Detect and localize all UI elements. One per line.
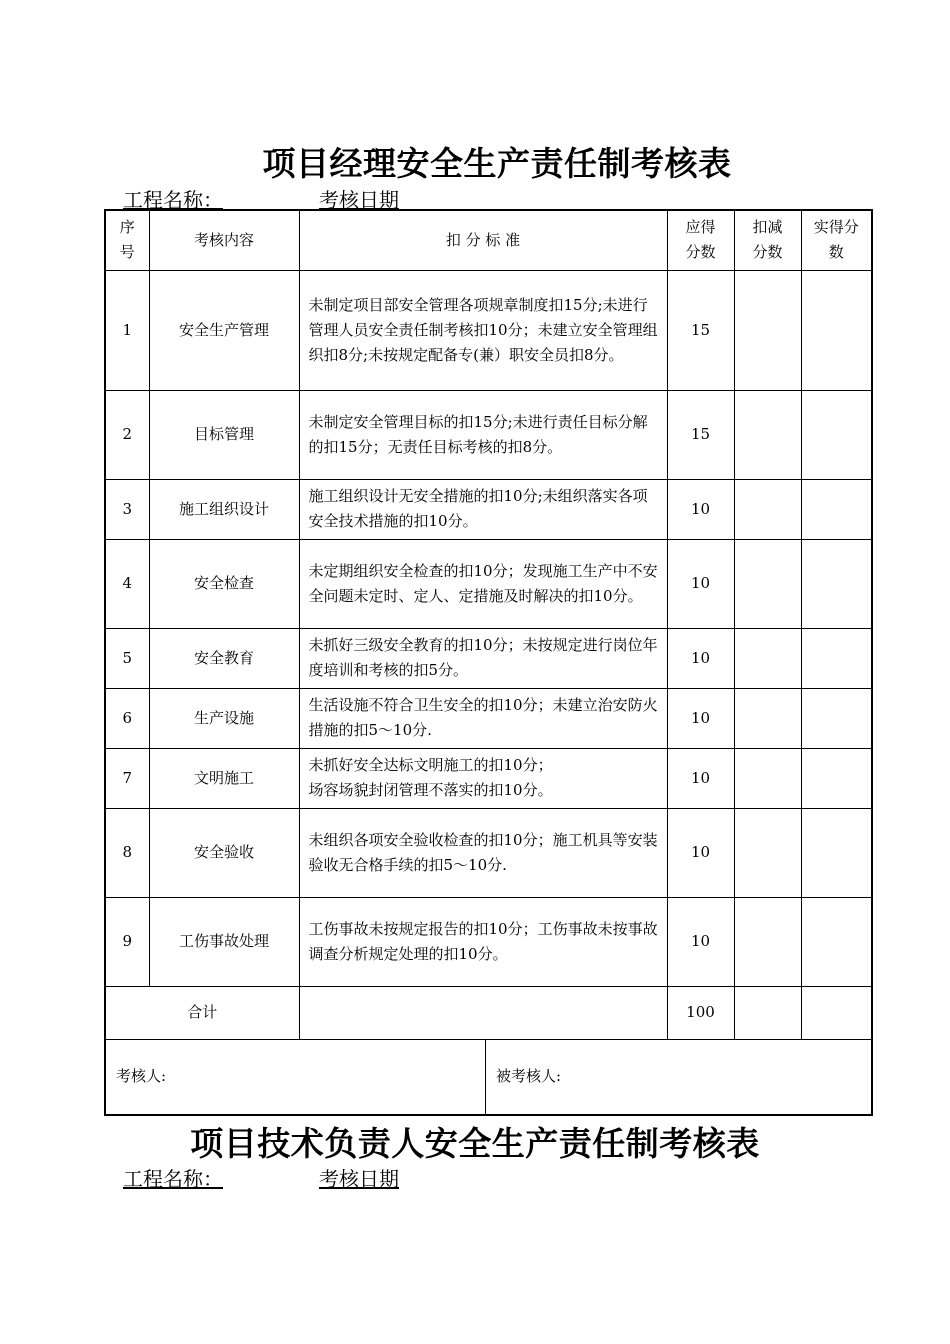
row-seq: 9	[105, 897, 149, 986]
row-criteria: 未制定安全管理目标的扣15分;未进行责任目标分解的扣15分；无责任目标考核的扣8分。	[299, 390, 667, 479]
assessee-field[interactable]	[486, 1040, 871, 1114]
header-due-score: 应得分数	[667, 210, 734, 270]
row-content: 施工组织设计	[149, 479, 299, 539]
row-deducted-score[interactable]	[734, 479, 801, 539]
table-row	[105, 897, 872, 986]
table-header-row	[105, 210, 872, 270]
page-title: 项目经理安全生产责任制考核表	[262, 144, 732, 183]
table-row	[105, 688, 872, 748]
row-seq: 4	[105, 539, 149, 628]
row-content: 安全检查	[149, 539, 299, 628]
row-deducted-score[interactable]	[734, 390, 801, 479]
assessor-field[interactable]	[106, 1040, 486, 1114]
row-criteria: 工伤事故未按规定报告的扣10分；工伤事故未按事故调查分析规定处理的扣10分。	[299, 897, 667, 986]
table-row	[105, 479, 872, 539]
row-criteria: 未制定项目部安全管理各项规章制度扣15分;未进行管理人员安全责任制考核扣10分；未建立安全管理组织扣8分;未按规定配备专(兼）职安全员扣8分。	[299, 270, 667, 390]
row-content: 文明施工	[149, 748, 299, 808]
header-seq: 序号	[105, 210, 149, 270]
row-content: 生产设施	[149, 688, 299, 748]
table-row	[105, 539, 872, 628]
row-deducted-score[interactable]	[734, 808, 801, 897]
row-actual-score[interactable]	[801, 539, 872, 628]
row-actual-score[interactable]	[801, 479, 872, 539]
row-content: 目标管理	[149, 390, 299, 479]
row-seq: 7	[105, 748, 149, 808]
row-due-score: 10	[667, 897, 734, 986]
row-seq: 1	[105, 270, 149, 390]
row-actual-score[interactable]	[801, 748, 872, 808]
row-due-score: 10	[667, 539, 734, 628]
total-criteria	[299, 986, 667, 1039]
signature-row	[105, 1039, 872, 1115]
assessment-table	[104, 209, 873, 1116]
row-due-score: 15	[667, 390, 734, 479]
row-deducted-score[interactable]	[734, 897, 801, 986]
next-page-title: 项目技术负责人安全生产责任制考核表	[190, 1124, 760, 1163]
row-actual-score[interactable]	[801, 808, 872, 897]
row-content: 安全验收	[149, 808, 299, 897]
row-due-score: 10	[667, 808, 734, 897]
row-seq: 5	[105, 628, 149, 688]
table-row	[105, 390, 872, 479]
row-criteria: 未抓好安全达标文明施工的扣10分； 场容场貌封闭管理不落实的扣10分。	[299, 748, 667, 808]
header-criteria: 扣 分 标 准	[299, 210, 667, 270]
row-deducted-score[interactable]	[734, 628, 801, 688]
row-criteria: 未组织各项安全验收检查的扣10分；施工机具等安装验收无合格手续的扣5～10分.	[299, 808, 667, 897]
total-actual-score[interactable]	[801, 986, 872, 1039]
next-project-info-line	[123, 1163, 399, 1192]
row-due-score: 10	[667, 748, 734, 808]
header-actual-score: 实得分数	[801, 210, 872, 270]
table-row	[105, 748, 872, 808]
next-project-name-label: 工程名称：	[123, 1167, 223, 1191]
total-deducted-score[interactable]	[734, 986, 801, 1039]
row-due-score: 15	[667, 270, 734, 390]
row-deducted-score[interactable]	[734, 270, 801, 390]
row-content: 工伤事故处理	[149, 897, 299, 986]
row-criteria: 生活设施不符合卫生安全的扣10分；未建立治安防火措施的扣5～10分.	[299, 688, 667, 748]
row-seq: 2	[105, 390, 149, 479]
row-deducted-score[interactable]	[734, 748, 801, 808]
row-criteria: 未抓好三级安全教育的扣10分；未按规定进行岗位年度培训和考核的扣5分。	[299, 628, 667, 688]
row-actual-score[interactable]	[801, 628, 872, 688]
signature-area	[106, 1040, 871, 1114]
total-row	[105, 986, 872, 1039]
row-seq: 8	[105, 808, 149, 897]
total-due-score: 100	[667, 986, 734, 1039]
row-content: 安全生产管理	[149, 270, 299, 390]
assessor-label: 考核人:	[116, 1067, 167, 1085]
table-row	[105, 270, 872, 390]
header-deducted-score: 扣减分数	[734, 210, 801, 270]
row-content: 安全教育	[149, 628, 299, 688]
assessment-date-label: 考核日期	[319, 188, 399, 212]
row-due-score: 10	[667, 688, 734, 748]
assessee-label: 被考核人:	[496, 1067, 562, 1085]
header-content: 考核内容	[149, 210, 299, 270]
row-due-score: 10	[667, 479, 734, 539]
row-seq: 6	[105, 688, 149, 748]
row-due-score: 10	[667, 628, 734, 688]
row-criteria: 未定期组织安全检查的扣10分；发现施工生产中不安全问题未定时、定人、定措施及时解决的扣10分。	[299, 539, 667, 628]
table-row	[105, 628, 872, 688]
row-deducted-score[interactable]	[734, 539, 801, 628]
total-label: 合计	[105, 986, 299, 1039]
next-assessment-date-label: 考核日期	[319, 1167, 399, 1191]
project-name-label: 工程名称：	[123, 188, 223, 212]
row-actual-score[interactable]	[801, 390, 872, 479]
row-deducted-score[interactable]	[734, 688, 801, 748]
row-criteria: 施工组织设计无安全措施的扣10分;未组织落实各项安全技术措施的扣10分。	[299, 479, 667, 539]
row-actual-score[interactable]	[801, 897, 872, 986]
row-actual-score[interactable]	[801, 688, 872, 748]
row-seq: 3	[105, 479, 149, 539]
row-actual-score[interactable]	[801, 270, 872, 390]
table-row	[105, 808, 872, 897]
